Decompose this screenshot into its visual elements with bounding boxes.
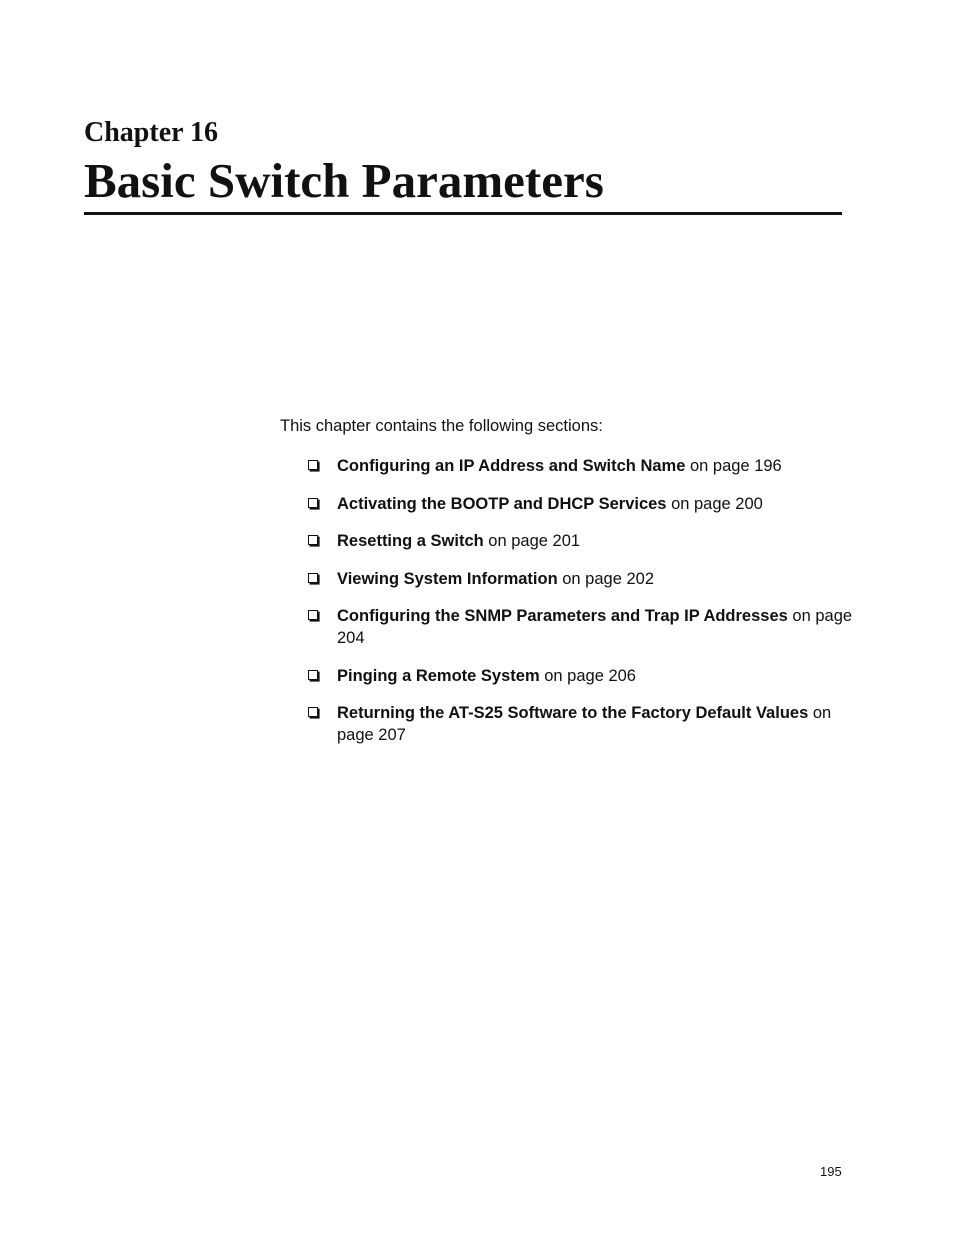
section-link[interactable]: Configuring an IP Address and Switch Name bbox=[337, 457, 686, 475]
page-reference: on page 207 bbox=[337, 704, 832, 744]
page-reference: on page 204 bbox=[337, 607, 853, 647]
section-list bbox=[308, 455, 853, 762]
page-title: Basic Switch Parameters bbox=[84, 153, 604, 208]
checkbox-bullet-icon bbox=[308, 498, 318, 508]
list-item bbox=[308, 702, 853, 746]
intro-text: This chapter contains the following sections: bbox=[280, 417, 603, 435]
checkbox-bullet-icon bbox=[308, 535, 318, 545]
checkbox-bullet-icon bbox=[308, 707, 318, 717]
list-item bbox=[308, 665, 853, 687]
section-link[interactable]: Configuring the SNMP Parameters and Trap IP Addresses bbox=[337, 607, 788, 625]
checkbox-bullet-icon bbox=[308, 460, 318, 470]
section-link[interactable]: Activating the BOOTP and DHCP Services bbox=[337, 494, 667, 513]
section-link[interactable]: Returning the AT-S25 Software to the Factory Default Values bbox=[337, 704, 809, 722]
list-item bbox=[308, 530, 853, 552]
section-link[interactable]: Viewing System Information bbox=[337, 569, 558, 588]
checkbox-bullet-icon bbox=[308, 610, 318, 620]
list-item bbox=[308, 455, 853, 477]
list-item bbox=[308, 568, 853, 590]
title-rule bbox=[84, 212, 842, 215]
section-link[interactable]: Pinging a Remote System bbox=[337, 666, 540, 685]
page-reference: on page 200 bbox=[666, 494, 763, 513]
checkbox-bullet-icon bbox=[308, 670, 318, 680]
page-number: 195 bbox=[820, 1164, 842, 1179]
checkbox-bullet-icon bbox=[308, 573, 318, 583]
section-link[interactable]: Resetting a Switch bbox=[337, 532, 484, 550]
list-item bbox=[308, 605, 853, 649]
list-item bbox=[308, 493, 853, 515]
page-reference: on page 202 bbox=[557, 569, 654, 588]
page-reference: on page 196 bbox=[685, 457, 782, 475]
chapter-label: Chapter 16 bbox=[84, 117, 219, 148]
page-reference: on page 206 bbox=[539, 666, 636, 685]
page-reference: on page 201 bbox=[483, 532, 581, 550]
